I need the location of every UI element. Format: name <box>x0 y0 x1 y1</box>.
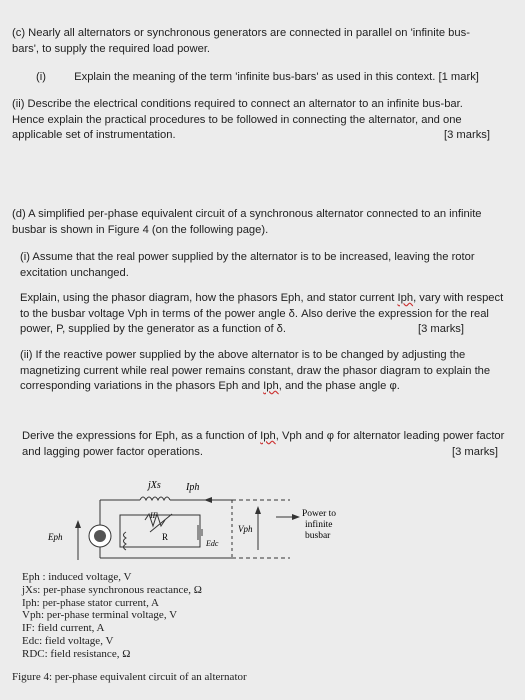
field-circuit <box>120 515 200 547</box>
d-ii-line3-b: , and the phase angle φ. <box>278 380 400 392</box>
d-ii-line3-a: corresponding variations in the phasors Eph and <box>20 380 264 392</box>
legend-eph: Eph : induced voltage, V <box>22 571 132 583</box>
label-jxs: jXs <box>148 480 161 491</box>
d-ii <box>20 348 512 395</box>
d-intro-line1: (d) A simplified per-phase equivalent circuit of a synchronous alternator connected to an infinite <box>12 208 482 220</box>
d-intro <box>12 207 512 238</box>
derive-iph: Iph <box>260 430 276 442</box>
c-ii-line3: applicable set of instrumentation. <box>12 129 176 141</box>
d-explain-line3: power, P, supplied by the generator as a function of δ. <box>20 323 286 335</box>
d-i <box>20 250 512 281</box>
legend-jxs: jXs: per-phase synchronous reactance, Ω <box>22 583 202 596</box>
d-explain-marks: [3 marks] <box>417 323 464 335</box>
derive-line1-a: Derive the expressions for Eph, as a function of <box>22 430 261 442</box>
legend-edc: Edc: field voltage, V <box>22 634 114 647</box>
c-i-text: Explain the meaning of the term 'infinite bus-bars' as used in this context. [1 mark] <box>74 71 479 83</box>
c-i-label: (i) <box>36 71 46 83</box>
d-ii-line2: magnetizing current while real power remains constant, draw the phasor diagram to explain the <box>20 364 491 377</box>
eph-arrow-head <box>75 520 81 528</box>
d-explain-line1-b: , vary with respect <box>413 292 504 304</box>
power-arrow-head <box>292 514 300 520</box>
d-explain-line1-a: Explain, using the phasor diagram, how the phasors Eph, and stator current <box>20 292 398 304</box>
label-iph: Iph <box>186 482 200 493</box>
legend <box>22 571 442 661</box>
c-ii-marks: [3 marks] <box>443 129 490 141</box>
figure-caption: Figure 4: per-phase equivalent circuit of an alternator <box>12 671 247 683</box>
d-explain-iph: Iph <box>397 292 414 304</box>
derive-line2: and lagging power factor operations. <box>22 445 203 458</box>
legend-vph: Vph: per-phase terminal voltage, V <box>22 609 178 622</box>
label-r: R <box>162 532 169 542</box>
d-ii-iph: Iph <box>263 380 279 392</box>
vph-arrow-head <box>255 506 261 514</box>
c-intro-line2: bars', to supply the required load power. <box>12 42 211 55</box>
d-i-line1: (i) Assume that the real power supplied by the alternator is to be increased, leaving the rotor <box>20 251 475 263</box>
generator-rotor <box>94 530 106 542</box>
label-power-to: Power to <box>302 509 337 519</box>
derive-line1-b: , Vph and φ for alternator leading power factor <box>275 430 505 442</box>
d-explain <box>20 291 512 338</box>
circuit-diagram <box>0 470 525 580</box>
c-ii <box>12 97 512 144</box>
legend-rdc: RDC: field resistance, Ω <box>22 647 131 660</box>
d-i-line2: excitation unchanged. <box>20 266 129 279</box>
c-intro <box>12 26 512 57</box>
d-intro-line2: busbar is shown in Figure 4 (on the following page). <box>12 223 269 236</box>
c-i <box>36 70 512 86</box>
label-vph: Vph <box>238 524 253 534</box>
c-ii-line2: Hence explain the practical procedures to be followed in connecting the alternator, and one <box>12 113 462 126</box>
label-infinite: infinite <box>305 520 333 530</box>
label-eph: Eph <box>48 532 63 542</box>
legend-iph: Iph: per-phase stator current, A <box>22 596 159 609</box>
label-edc: Edc <box>206 539 219 548</box>
current-arrow-head <box>204 497 212 503</box>
c-intro-line1: (c) Nearly all alternators or synchronous generators are connected in parallel on 'infinite bus- <box>12 27 470 39</box>
legend-if: IF: field current, A <box>22 622 105 635</box>
label-busbar: busbar <box>305 531 331 541</box>
d-explain-line2: to the busbar voltage Vph in terms of the power angle δ. Also derive the expression for the real <box>20 307 489 320</box>
c-ii-line1: (ii) Describe the electrical conditions required to connect an alternator to an infinite bus-bar. <box>12 98 463 110</box>
label-if: IF <box>150 511 158 520</box>
derive-marks: [3 marks] <box>451 445 498 458</box>
reactance-coil <box>140 497 170 500</box>
derive <box>22 429 512 460</box>
d-ii-line1: (ii) If the reactive power supplied by the above alternator is to be changed by adjusting the <box>20 349 466 361</box>
